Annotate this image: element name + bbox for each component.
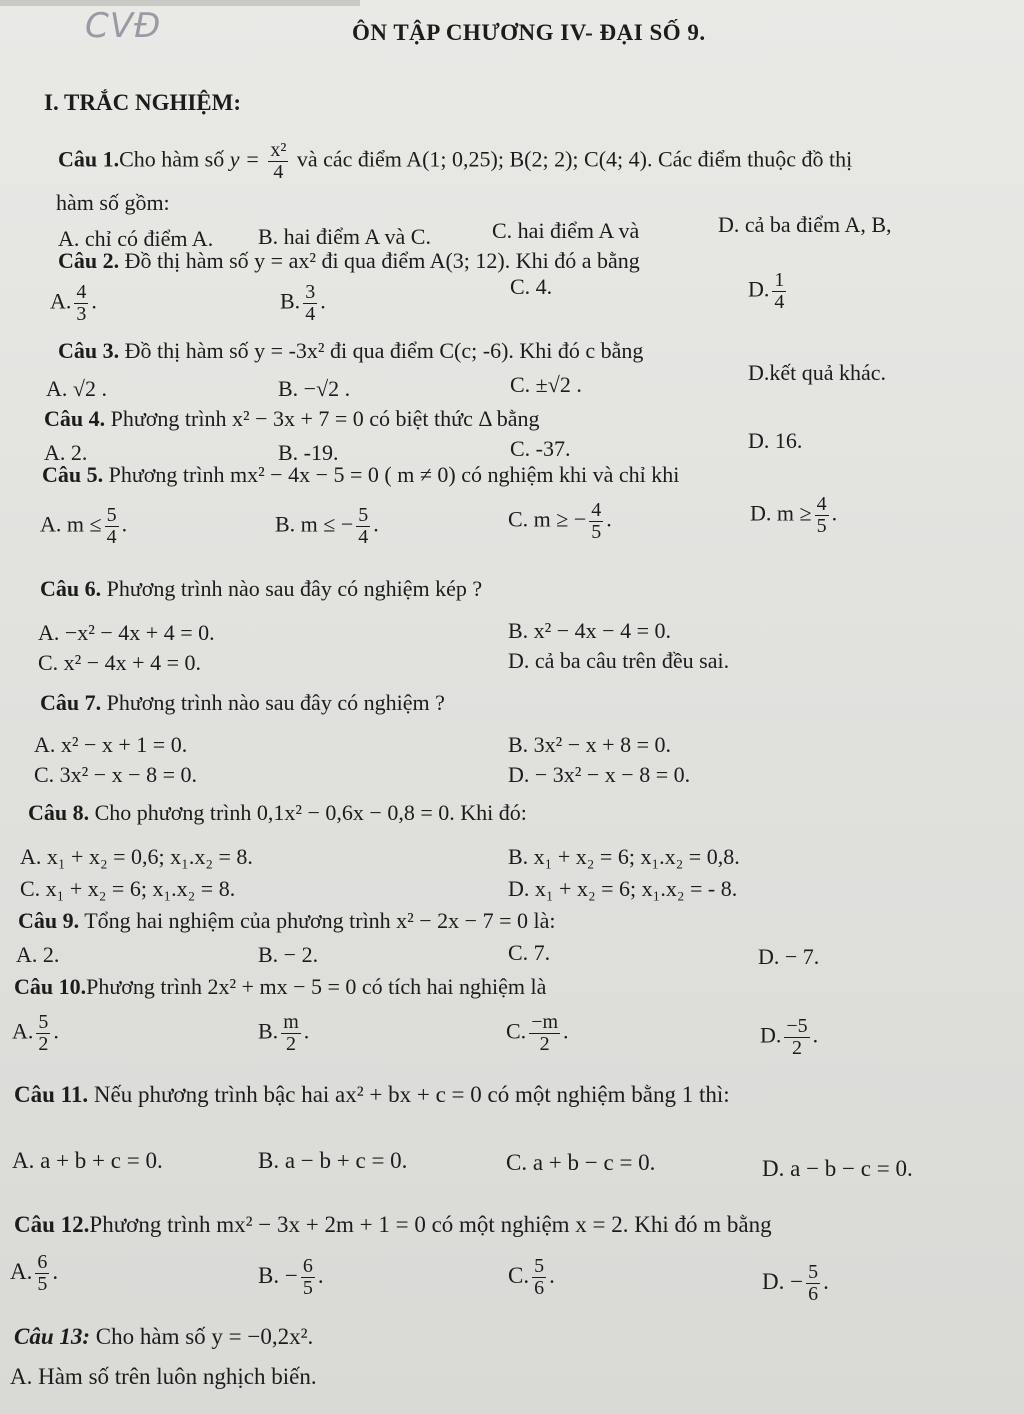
q1-option-b: B. hai điểm A và C. bbox=[258, 224, 431, 249]
q12-option-b: B. − $\frac{6}{5}$ . bbox=[258, 1255, 324, 1299]
q11-option-a: A. a + b + c = 0. bbox=[12, 1148, 163, 1173]
q8-option-a: A. x₁ + x₂ = 0,6; x₁.x₂ = 8. bbox=[20, 844, 253, 869]
q5-option-d: D. m ≥ $\frac{4}{5}$ . bbox=[750, 493, 838, 537]
q12-option-d: D. − $\frac{5}{6}$ . bbox=[762, 1261, 829, 1305]
q4-option-a: A. 2. bbox=[44, 440, 88, 465]
q13-option-a: A. Hàm số trên luôn nghịch biến. bbox=[10, 1364, 317, 1389]
q2-option-b: B. $\frac{3}{4}$ . bbox=[280, 281, 326, 325]
question-label: Câu 2. bbox=[58, 248, 120, 273]
q10-option-d: D. $\frac{-5}{2}$ . bbox=[760, 1015, 819, 1059]
page-top-edge bbox=[0, 0, 360, 6]
q4-option-b: B. -19. bbox=[278, 440, 339, 465]
q1-option-d: D. cả ba điểm A, B, bbox=[718, 212, 892, 237]
question-text: Đồ thị hàm số y = ax² đi qua điểm A(3; 12). Khi đó a bằng bbox=[124, 248, 640, 273]
function-y: y = bbox=[229, 146, 260, 172]
q10-option-c: C. $\frac{-m}{2}$ . bbox=[506, 1011, 569, 1055]
q11-option-c: C. a + b − c = 0. bbox=[506, 1150, 656, 1175]
section-heading: I. TRẮC NGHIỆM: bbox=[44, 90, 242, 115]
question-text-cont: và các điểm A(1; 0,25); B(2; 2); C(4; 4). Các điểm thuộc đồ thị bbox=[296, 146, 853, 172]
fraction: $\frac{\text{x²}}{4}$ bbox=[270, 139, 287, 183]
question-8: Câu 8. Cho phương trình 0,1x² − 0,6x − 0,8 = 0. Khi đó: bbox=[28, 800, 527, 825]
question-13: Câu 13: Cho hàm số y = −0,2x². bbox=[14, 1324, 314, 1349]
question-10: Câu 10.Phương trình 2x² + mx − 5 = 0 có tích hai nghiệm là bbox=[14, 974, 547, 999]
q5-option-a: A. m ≤ $\frac{5}{4}$ . bbox=[40, 504, 128, 548]
question-12: Câu 12.Phương trình mx² − 3x + 2m + 1 = 0 có một nghiệm x = 2. Khi đó m bằng bbox=[14, 1212, 772, 1237]
q1-option-a: A. chỉ có điểm A. bbox=[58, 226, 214, 251]
q3-option-a: A. √2 . bbox=[46, 376, 107, 401]
q7-option-d: D. − 3x² − x − 8 = 0. bbox=[508, 762, 691, 787]
q6-option-c: C. x² − 4x + 4 = 0. bbox=[38, 650, 201, 675]
question-9: Câu 9. Tổng hai nghiệm của phương trình x² − 2x − 7 = 0 là: bbox=[18, 908, 556, 933]
question-1-text-line2: hàm số gồm: bbox=[56, 190, 170, 215]
q11-option-d: D. a − b − c = 0. bbox=[762, 1156, 913, 1181]
q10-option-b: B. $\frac{m}{2}$ . bbox=[258, 1011, 310, 1055]
question-7: Câu 7. Phương trình nào sau đây có nghiệm ? bbox=[40, 690, 445, 715]
q8-option-b: B. x₁ + x₂ = 6; x₁.x₂ = 0,8. bbox=[508, 844, 740, 869]
question-2 bbox=[58, 248, 640, 274]
question-text: Cho hàm số bbox=[119, 146, 225, 172]
q6-option-b: B. x² − 4x − 4 = 0. bbox=[508, 618, 671, 643]
q2-option-a: A. $\frac{4}{3}$ . bbox=[50, 281, 97, 325]
q7-option-a: A. x² − x + 1 = 0. bbox=[34, 732, 188, 757]
q8-option-d: D. x₁ + x₂ = 6; x₁.x₂ = - 8. bbox=[508, 876, 738, 901]
question-label: Câu 1. bbox=[58, 146, 120, 172]
page-title: ÔN TẬP CHƯƠNG IV- ĐẠI SỐ 9. bbox=[352, 20, 706, 45]
question-1 bbox=[58, 140, 852, 183]
q2-option-d: D. $\frac{1}{4}$ bbox=[748, 269, 785, 313]
question-6: Câu 6. Phương trình nào sau đây có nghiệm kép ? bbox=[40, 576, 483, 601]
q9-option-d: D. − 7. bbox=[758, 944, 820, 969]
q6-option-d: D. cả ba câu trên đều sai. bbox=[508, 648, 730, 673]
question-5: Câu 5. Phương trình mx² − 4x − 5 = 0 ( m ≠ 0) có nghiệm khi và chỉ khi bbox=[42, 462, 680, 487]
q3-option-b: B. −√2 . bbox=[278, 376, 351, 401]
q9-option-a: A. 2. bbox=[16, 942, 60, 967]
q3-option-d: D.kết quả khác. bbox=[748, 360, 887, 385]
q7-option-b: B. 3x² − x + 8 = 0. bbox=[508, 732, 671, 757]
q6-option-a: A. −x² − 4x + 4 = 0. bbox=[38, 620, 215, 645]
q12-option-a: A. $\frac{6}{5}$ . bbox=[10, 1251, 59, 1295]
q10-option-a: A. $\frac{5}{2}$ . bbox=[12, 1011, 59, 1055]
question-3: Câu 3. Đồ thị hàm số y = -3x² đi qua điểm C(c; -6). Khi đó c bằng bbox=[58, 338, 644, 363]
q3-option-c: C. ±√2 . bbox=[510, 372, 582, 397]
q11-option-b: B. a − b + c = 0. bbox=[258, 1148, 408, 1173]
q8-option-c: C. x₁ + x₂ = 6; x₁.x₂ = 8. bbox=[20, 876, 236, 901]
q4-option-c: C. -37. bbox=[510, 436, 571, 461]
handwritten-note: CVĐ bbox=[85, 6, 162, 46]
q12-option-c: C. $\frac{5}{6}$ . bbox=[508, 1255, 555, 1299]
q5-option-b: B. m ≤ − $\frac{5}{4}$ . bbox=[275, 504, 379, 548]
q9-option-c: C. 7. bbox=[508, 940, 551, 965]
q9-option-b: B. − 2. bbox=[258, 942, 319, 967]
q1-option-c: C. hai điểm A và bbox=[492, 218, 640, 243]
q4-option-d: D. 16. bbox=[748, 428, 803, 453]
q5-option-c: C. m ≥ − $\frac{4}{5}$ . bbox=[508, 499, 612, 543]
q2-option-c: C. 4. bbox=[510, 274, 553, 299]
question-4: Câu 4. Phương trình x² − 3x + 7 = 0 có biệt thức Δ bằng bbox=[44, 406, 540, 431]
question-11: Câu 11. Nếu phương trình bậc hai ax² + bx + c = 0 có một nghiệm bằng 1 thì: bbox=[14, 1082, 730, 1107]
q7-option-c: C. 3x² − x − 8 = 0. bbox=[34, 762, 197, 787]
